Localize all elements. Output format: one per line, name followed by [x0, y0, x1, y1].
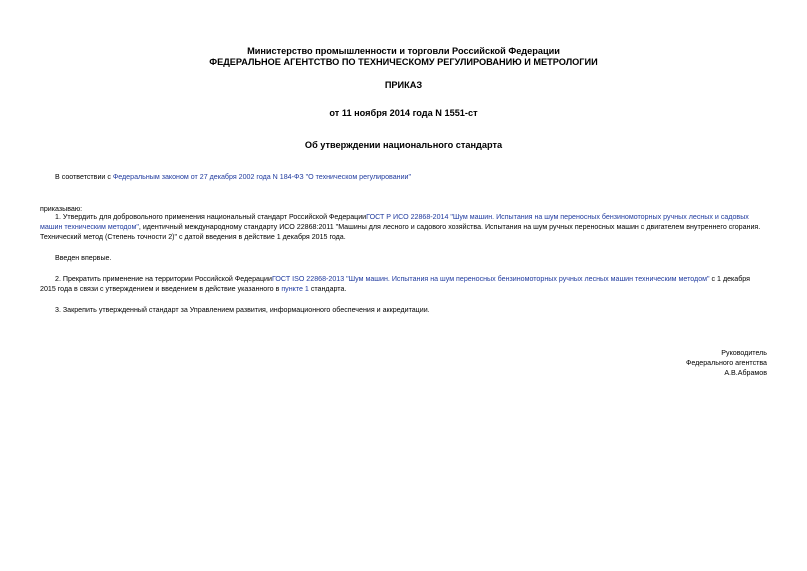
ministry-title: Министерство промышленности и торговли Российской Федерации [247, 46, 560, 56]
agency-title: ФЕДЕРАЛЬНОЕ АГЕНТСТВО ПО ТЕХНИЧЕСКОМУ РЕГУЛИРОВАНИЮ И МЕТРОЛОГИИ [209, 57, 598, 67]
federal-law-link[interactable]: Федеральным законом от 27 декабря 2002 года N 184-ФЗ "О техническом регулировании" [112, 173, 412, 181]
item2-line2 [40, 284, 346, 294]
item2-prefix: 2. Прекратить применение на территории Российской Федерации [55, 275, 272, 283]
item1-line3: Технический метод (Степень точности 2)" с датой введения в действие 1 декабря 2015 года. [40, 233, 346, 241]
order-word: приказываю: [40, 205, 83, 213]
item2-line2-suffix: стандарта. [308, 285, 347, 293]
gost-iso-22868-2013-link[interactable]: ГОСТ ISO 22868-2013 "Шум машин. Испытания на шум переносных бензиномоторных ручных лесных машин техническим методом" [271, 275, 710, 283]
document-type: ПРИКАЗ [384, 80, 423, 90]
preamble [55, 172, 411, 182]
item3: 3. Закрепить утвержденный стандарт за Управлением развития, информационного обеспечения и аккредитации. [55, 306, 430, 314]
item1-line2 [40, 222, 760, 232]
gost-r-iso-22868-link[interactable]: ГОСТ Р ИСО 22868-2014 "Шум машин. Испытания на шум переносных бензиномоторных ручных лесных и садовых [366, 213, 749, 221]
point-1-link[interactable]: пункте 1 [281, 285, 309, 293]
item1-prefix: 1. Утвердить для добровольного применения национальный стандарт Российской Федерации [55, 213, 367, 221]
item1-suffix: , идентичный международному стандарту ИСО 22868:2011 "Машины для лесного и садового хозяйства. Испытания на шум ручных переносных машин с двигателем внутреннего сгорания. [138, 223, 761, 231]
introduced-note: Введен впервые. [55, 254, 112, 262]
gost-r-iso-22868-link-cont[interactable]: машин техническим методом" [40, 223, 139, 231]
item2-line1 [55, 274, 750, 284]
signature-name: А.В.Абрамов [724, 369, 767, 377]
document-subject: Об утверждении национального стандарта [304, 140, 503, 150]
item2-line2-prefix: 2015 года в связи с утверждением и введением в действие указанного в [40, 285, 282, 293]
signature-agency: Федерального агентства [685, 359, 767, 367]
item1-line1 [55, 212, 749, 222]
document-date-number: от 11 ноября 2014 года N 1551-ст [329, 108, 478, 118]
item2-suffix: с 1 декабря [709, 275, 751, 283]
signature-position: Руководитель [721, 349, 767, 357]
preamble-prefix: В соответствии с [55, 173, 113, 181]
